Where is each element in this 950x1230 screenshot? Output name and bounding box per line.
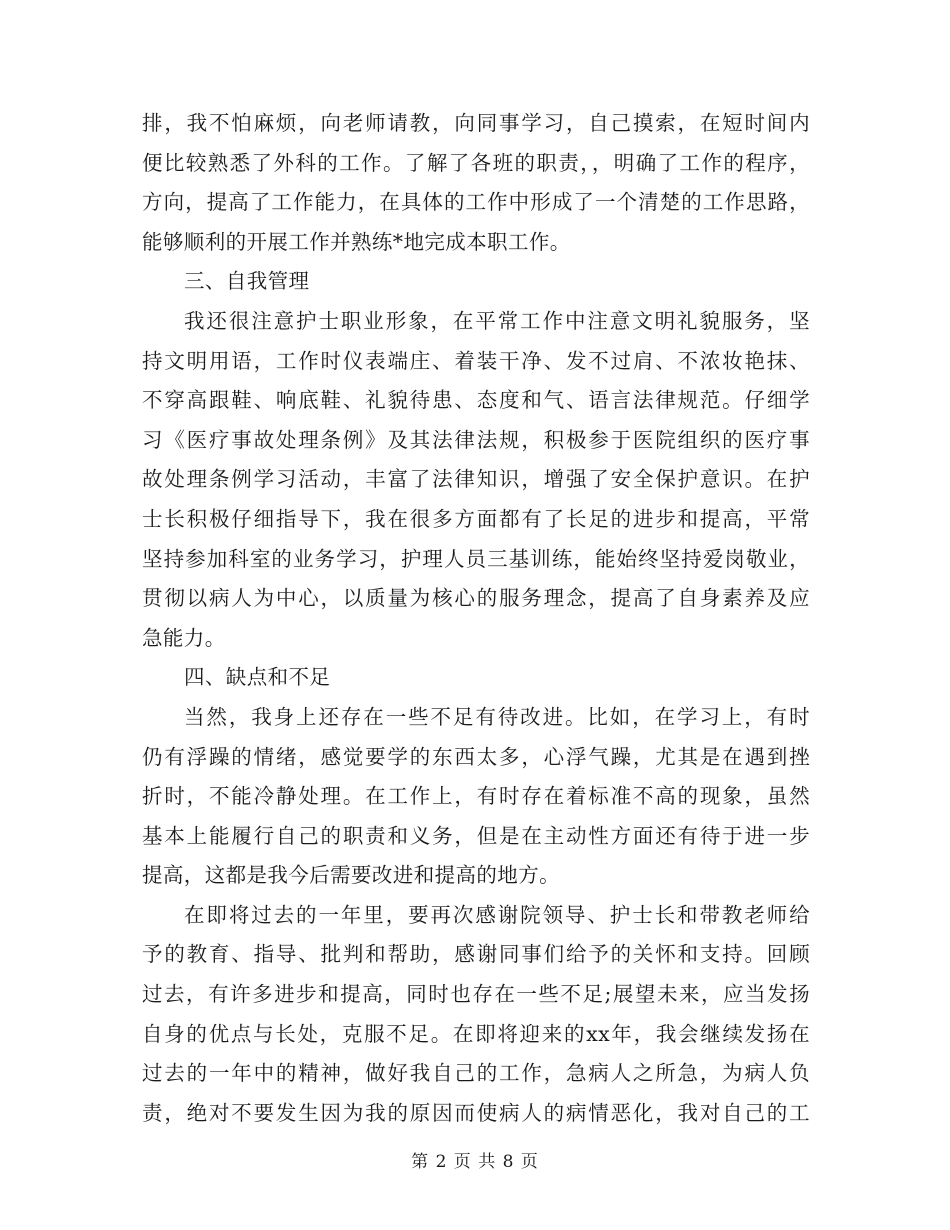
paragraph-line: 我还很注意护士职业形象，在平常工作中注意文明礼貌服务，坚 — [184, 308, 810, 333]
section-heading: 三、自我管理 — [184, 269, 310, 294]
paragraph-line: 方向，提高了工作能力，在具体的工作中形成了一个清楚的工作思路， — [142, 190, 810, 215]
paragraph-line: 予的教育、指导、批判和帮助，感谢同事们给予的关怀和支持。回顾 — [142, 942, 810, 967]
paragraph-line: 折时，不能冷静处理。在工作上，有时存在着标准不高的现象，虽然 — [142, 784, 810, 809]
page-number-footer: 第 2 页 共 8 页 — [411, 1152, 539, 1172]
paragraph-line: 急能力。 — [142, 625, 226, 650]
paragraph-line: 习《医疗事故处理条例》及其法律法规，积极参于医院组织的医疗事 — [142, 427, 810, 452]
paragraph-line: 坚持参加科室的业务学习，护理人员三基训练，能始终坚持爱岗敬业， — [142, 546, 810, 571]
paragraph-line: 提高，这都是我今后需要改进和提高的地方。 — [142, 863, 560, 888]
section-heading: 四、缺点和不足 — [184, 665, 331, 690]
paragraph-line: 持文明用语，工作时仪表端庄、着装干净、发不过肩、不浓妆艳抹、 — [142, 348, 810, 373]
paragraph-line: 过去，有许多进步和提高，同时也存在一些不足;展望未来，应当发扬 — [142, 982, 810, 1007]
paragraph-line: 便比较熟悉了外科的工作。了解了各班的职责，，明确了工作的程序， — [142, 150, 810, 175]
paragraph-line: 当然，我身上还存在一些不足有待改进。比如，在学习上，有时 — [184, 704, 810, 729]
paragraph-line: 士长积极仔细指导下，我在很多方面都有了长足的进步和提高，平常 — [142, 506, 810, 531]
paragraph-line: 故处理条例学习活动，丰富了法律知识，增强了安全保护意识。在护 — [142, 467, 810, 492]
paragraph-line: 能够顺利的开展工作并熟练*地完成本职工作。 — [142, 229, 571, 254]
paragraph-line: 自身的优点与长处，克服不足。在即将迎来的xx年，我会继续发扬在 — [142, 1021, 810, 1046]
paragraph-line: 责，绝对不要发生因为我的原因而使病人的病情恶化，我对自己的工 — [142, 1100, 810, 1125]
paragraph-line: 排，我不怕麻烦，向老师请教，向同事学习，自己摸索，在短时间内 — [142, 111, 810, 135]
paragraph-line: 基本上能履行自己的职责和义务，但是在主动性方面还有待于进一步 — [142, 823, 810, 848]
paragraph-line: 不穿高跟鞋、响底鞋、礼貌待患、态度和气、语言法律规范。仔细学 — [142, 388, 810, 413]
paragraph-line: 仍有浮躁的情绪，感觉要学的东西太多，心浮气躁，尤其是在遇到挫 — [142, 744, 810, 769]
paragraph-line: 贯彻以病人为中心，以质量为核心的服务理念，提高了自身素养及应 — [142, 586, 810, 611]
paragraph-line: 在即将过去的一年里，要再次感谢院领导、护士长和带教老师给 — [184, 902, 810, 927]
document-body — [142, 104, 810, 1133]
paragraph-line: 过去的一年中的精神，做好我自己的工作，急病人之所急，为病人负 — [142, 1061, 810, 1086]
